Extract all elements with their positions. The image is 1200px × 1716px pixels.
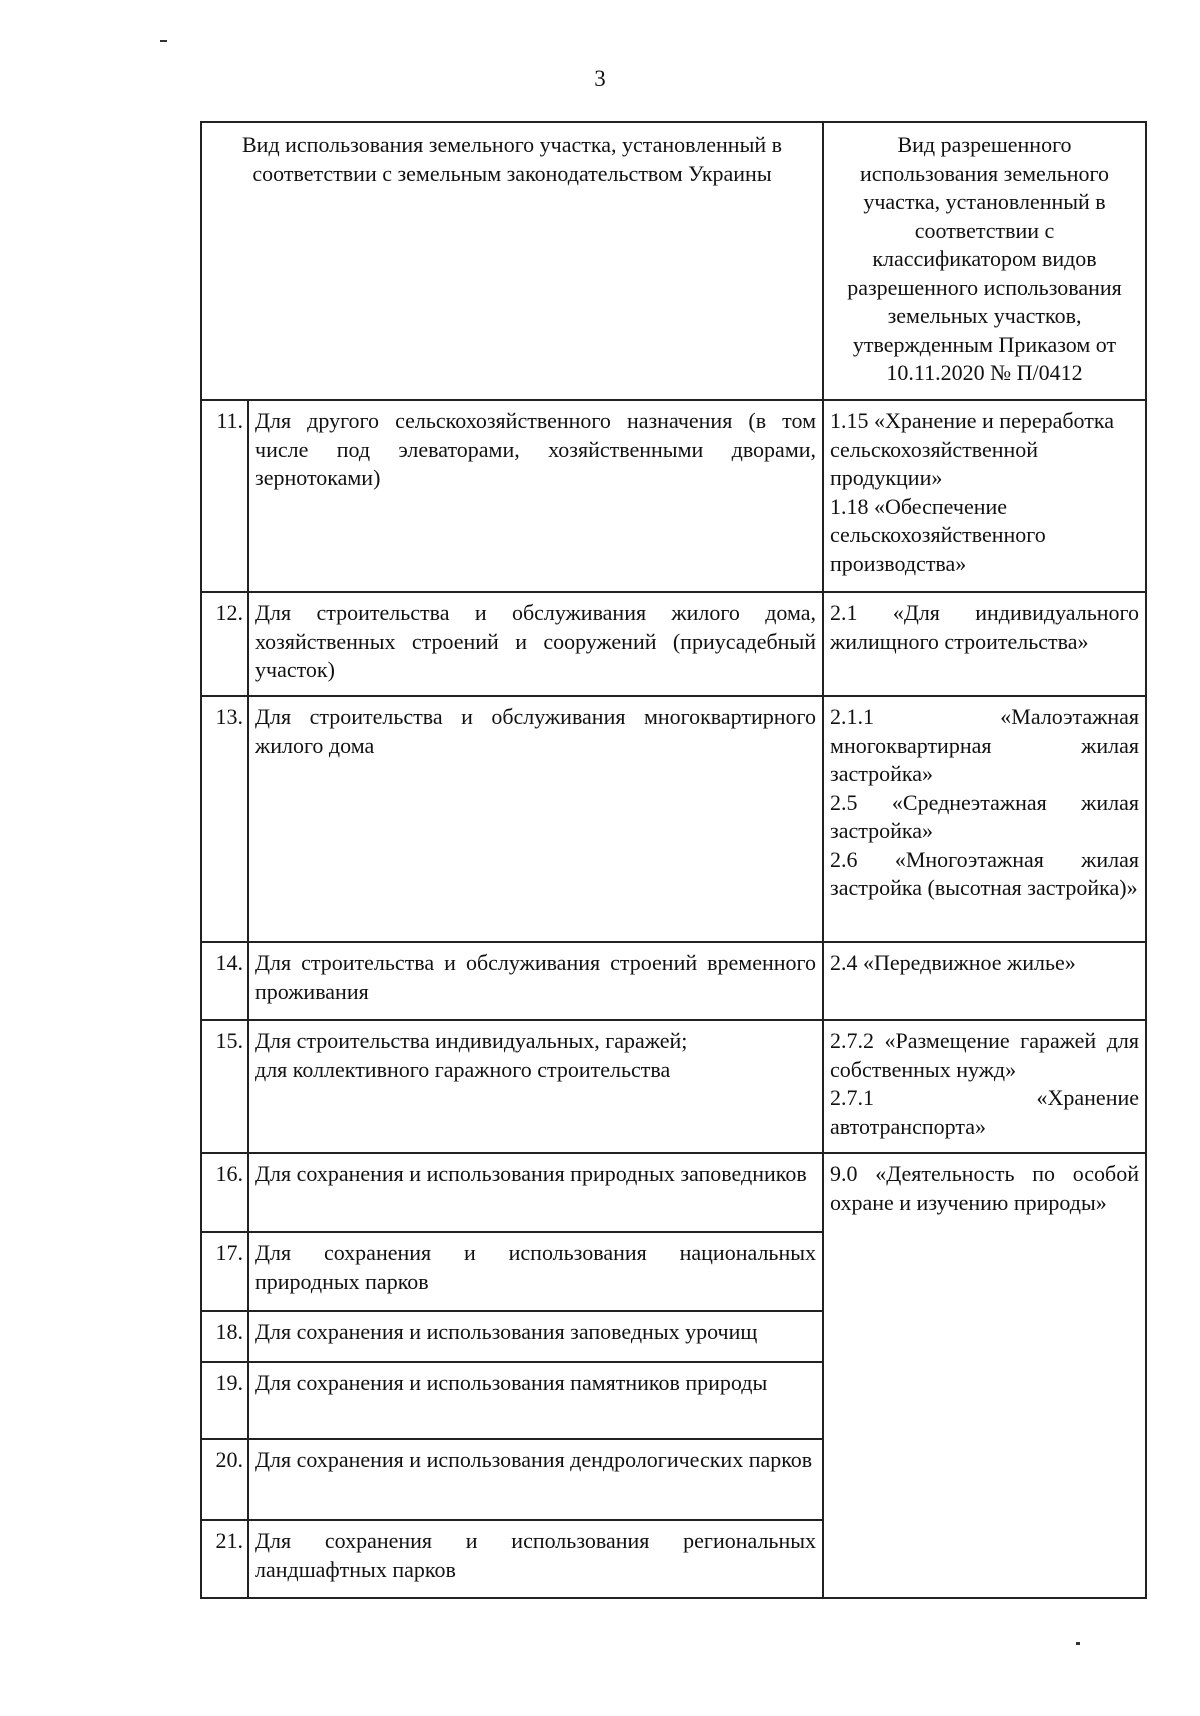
row-ru-cell <box>823 592 1146 696</box>
row-number: 14. <box>201 942 248 1020</box>
land-use-table <box>200 121 1147 1599</box>
row-ua-text: Для строительства и обслуживания многоквартирного жилого дома <box>248 696 823 942</box>
row-number: 17. <box>201 1232 248 1311</box>
row-number: 11. <box>201 400 248 592</box>
ru-code: 9.0 «Деятельность по особой охране и изучению природы» <box>830 1161 1140 1215</box>
header-ru-column: Вид разрешенного использования земельного участка, установленный в соответствии с классификатором видов разрешенного использования земельных участков, утвержденным Приказом от 10.11.2020 № П/0412 <box>823 122 1146 400</box>
row-ua-text: Для строительства индивидуальных, гаражей; <box>255 1028 688 1053</box>
table-row <box>201 696 1146 942</box>
ru-code: 2.7.1 «Хранение автотранспорта» <box>830 1085 1140 1139</box>
table-row <box>201 942 1146 1020</box>
table-row <box>201 592 1146 696</box>
row-ua-text: Для строительства и обслуживания строений временного проживания <box>248 942 823 1020</box>
header-ua-column: Вид использования земельного участка, установленный в соответствии с земельным законодательством Украины <box>201 122 823 400</box>
table-row <box>201 1153 1146 1232</box>
row-ru-cell <box>823 400 1146 592</box>
row-ru-cell <box>823 696 1146 942</box>
table-row <box>201 1020 1146 1153</box>
page-number: 3 <box>594 66 606 91</box>
row-ua-text: Для строительства и обслуживания жилого дома, хозяйственных строений и сооружений (приусадебный участок) <box>248 592 823 696</box>
row-ua-text: Для сохранения и использования природных заповедников <box>248 1153 823 1232</box>
ru-code: 2.1 «Для индивидуального жилищного строительства» <box>830 600 1140 654</box>
row-ua-text: для коллективного гаражного строительства <box>255 1056 671 1082</box>
scan-artifact <box>160 40 167 42</box>
ru-code: 2.6 «Многоэтажная жилая застройка (высотная застройка)» <box>830 846 1140 900</box>
row-number: 13. <box>201 696 248 942</box>
row-ru-cell <box>823 942 1146 1020</box>
row-ua-text: Для сохранения и использования региональных ландшафтных парков <box>248 1520 823 1598</box>
table-row <box>201 400 1146 592</box>
row-ua-text: Для сохранения и использования заповедных урочищ <box>248 1311 823 1362</box>
ru-code: 2.5 «Среднеэтажная жилая застройка» <box>830 789 1140 843</box>
row-ru-cell <box>823 1020 1146 1153</box>
ru-code: 2.7.2 «Размещение гаражей для собственных нужд» <box>830 1028 1140 1082</box>
row-ru-cell <box>823 1153 1146 1598</box>
row-ua-cell <box>248 1020 823 1153</box>
row-number: 21. <box>201 1520 248 1598</box>
ru-code: 2.1.1 «Малоэтажная многоквартирная жилая застройка» <box>830 704 1140 786</box>
row-ua-text: Для сохранения и использования национальных природных парков <box>248 1232 823 1311</box>
row-number: 15. <box>201 1020 248 1153</box>
ru-code: 1.15 «Хранение и переработка сельскохозяйственной продукции» <box>830 408 1114 490</box>
ru-code: 1.18 «Обеспечение сельскохозяйственного производства» <box>830 493 1046 576</box>
row-ua-text: Для сохранения и использования памятников природы <box>248 1362 823 1439</box>
scan-artifact <box>1076 1642 1080 1645</box>
row-number: 18. <box>201 1311 248 1362</box>
row-number: 12. <box>201 592 248 696</box>
ru-code: 2.4 «Передвижное жилье» <box>830 950 1076 975</box>
row-ua-text: Для другого сельскохозяйственного назначения (в том числе под элеваторами, хозяйственными дворами, зернотоками) <box>248 400 823 592</box>
row-number: 20. <box>201 1439 248 1520</box>
row-number: 19. <box>201 1362 248 1439</box>
row-number: 16. <box>201 1153 248 1232</box>
table-header-row <box>201 122 1146 400</box>
row-ua-text: Для сохранения и использования дендрологических парков <box>248 1439 823 1520</box>
